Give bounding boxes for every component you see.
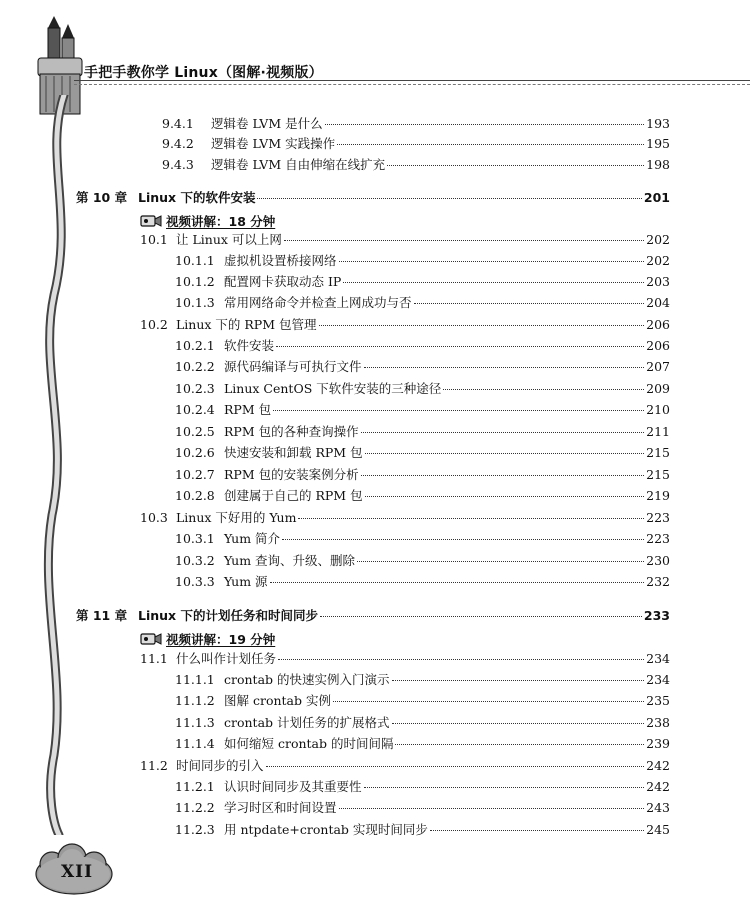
toc-page: 234 (646, 651, 670, 666)
toc-page: 193 (646, 116, 670, 131)
toc-num: 10.2 (140, 317, 168, 332)
toc-title: 逻辑卷 LVM 实践操作 (211, 136, 336, 151)
toc-page: 243 (646, 800, 670, 815)
video-lecture-ch10[interactable] (140, 212, 275, 230)
toc-page: 242 (646, 758, 670, 773)
dot-leader (276, 346, 644, 347)
toc-entry-11-1-2[interactable] (175, 693, 670, 709)
toc-page: 209 (646, 381, 670, 396)
toc-page: 238 (646, 715, 670, 730)
toc-entry-11-1-4[interactable] (175, 736, 670, 752)
toc-title: 创建属于自己的 RPM 包 (224, 488, 363, 503)
toc-chapter-11[interactable] (76, 608, 670, 624)
dot-leader (266, 766, 645, 767)
dot-leader (357, 561, 644, 562)
toc-page: 245 (646, 822, 670, 837)
toc-num: 11.2.2 (175, 800, 215, 815)
toc-entry-10-2-2[interactable] (175, 359, 670, 375)
toc-num: 11.1.4 (175, 736, 215, 751)
dot-leader (365, 453, 645, 454)
toc-page: 239 (646, 736, 670, 751)
toc-entry-9-4-2[interactable] (162, 136, 670, 152)
toc-title: 逻辑卷 LVM 是什么 (211, 116, 323, 131)
toc-num: 9.4.1 (162, 116, 194, 131)
dot-leader (257, 198, 641, 199)
dot-leader (319, 325, 645, 326)
toc-num: 10.1.1 (175, 253, 215, 268)
toc-num: 10.1.3 (175, 295, 215, 310)
toc-num: 11.2 (140, 758, 168, 773)
toc-entry-10-2-1[interactable] (175, 338, 670, 354)
toc-entry-10-2-6[interactable] (175, 445, 670, 461)
toc-page: 215 (646, 445, 670, 460)
chapter-num: 第 10 章 (76, 190, 128, 205)
page-number: XII (60, 862, 94, 882)
toc-num: 10.3 (140, 510, 168, 525)
toc-entry-10-2-8[interactable] (175, 488, 670, 504)
toc-title: 用 ntpdate+crontab 实现时间同步 (224, 822, 428, 837)
toc-title: RPM 包 (224, 402, 272, 417)
toc-title: 软件安装 (224, 338, 275, 353)
toc-page: 223 (646, 510, 670, 525)
dot-leader (339, 261, 645, 262)
dot-leader (414, 303, 645, 304)
toc-entry-10-2-4[interactable] (175, 402, 670, 418)
dot-leader (270, 582, 645, 583)
toc-num: 10.3.1 (175, 531, 215, 546)
toc-title: 学习时区和时间设置 (224, 800, 337, 815)
dot-leader (333, 701, 644, 702)
toc-num: 10.3.2 (175, 553, 215, 568)
toc-num: 11.2.1 (175, 779, 215, 794)
toc-entry-10-1-2[interactable] (175, 274, 670, 290)
dot-leader (298, 518, 644, 519)
toc-entry-10-2-3[interactable] (175, 381, 670, 397)
toc-title: RPM 包的安装案例分析 (224, 467, 359, 482)
dot-leader (364, 367, 645, 368)
toc-entry-10-2-5[interactable] (175, 424, 670, 440)
toc-num: 10.1 (140, 232, 168, 247)
toc-section-10-1[interactable] (140, 232, 670, 248)
toc-num: 10.2.8 (175, 488, 215, 503)
book-title: 手把手教你学 Linux（图解·视频版） (84, 65, 323, 81)
toc-num: 11.1.3 (175, 715, 215, 730)
toc-page: 203 (646, 274, 670, 289)
toc-title: crontab 的快速实例入门演示 (224, 672, 390, 687)
toc-page: 202 (646, 253, 670, 268)
toc-page: 219 (646, 488, 670, 503)
dot-leader (278, 659, 644, 660)
dot-leader (343, 282, 644, 283)
video-lecture-ch11[interactable] (140, 630, 275, 648)
toc-section-10-2[interactable] (140, 317, 670, 333)
toc-num: 9.4.3 (162, 157, 194, 172)
toc-num: 11.1 (140, 651, 168, 666)
toc-entry-11-2-1[interactable] (175, 779, 670, 795)
toc-num: 9.4.2 (162, 136, 194, 151)
toc-entry-9-4-1[interactable] (162, 116, 670, 132)
toc-num: 10.2.6 (175, 445, 215, 460)
video-camera-icon (140, 632, 162, 646)
video-lecture-text: 视频讲解：19 分钟 (166, 632, 276, 647)
toc-entry-11-2-2[interactable] (175, 800, 670, 816)
toc-title: 时间同步的引入 (176, 758, 264, 773)
toc-page: 232 (646, 574, 670, 589)
toc-page: 211 (646, 424, 670, 439)
toc-entry-10-2-7[interactable] (175, 467, 670, 483)
toc-section-11-1[interactable] (140, 651, 670, 667)
chapter-title: Linux 下的计划任务和时间同步 (138, 608, 318, 623)
toc-page: 235 (646, 693, 670, 708)
toc-entry-10-3-2[interactable] (175, 553, 670, 569)
dot-leader (392, 680, 645, 681)
toc-title: crontab 计划任务的扩展格式 (224, 715, 390, 730)
toc-title: Yum 简介 (224, 531, 281, 546)
toc-num: 10.2.2 (175, 359, 215, 374)
toc-page: 210 (646, 402, 670, 417)
toc-title: 图解 crontab 实例 (224, 693, 331, 708)
toc-page: 230 (646, 553, 670, 568)
toc-num: 10.2.3 (175, 381, 215, 396)
dot-leader (339, 808, 645, 809)
dot-leader (364, 787, 645, 788)
dot-leader (430, 830, 644, 831)
toc-num: 10.1.2 (175, 274, 215, 289)
dot-leader (325, 124, 645, 125)
toc-entry-10-3-3[interactable] (175, 574, 670, 590)
chapter-title: Linux 下的软件安装 (138, 190, 256, 205)
toc-title: 什么叫作计划任务 (176, 651, 277, 666)
toc-title: RPM 包的各种查询操作 (224, 424, 359, 439)
chapter-page: 201 (643, 190, 670, 205)
toc-title: Linux CentOS 下软件安装的三种途径 (224, 381, 442, 396)
dot-leader (395, 744, 644, 745)
toc-entry-10-1-3[interactable] (175, 295, 670, 311)
toc-title: 认识时间同步及其重要性 (224, 779, 362, 794)
toc-num: 10.2.4 (175, 402, 215, 417)
dot-leader (361, 432, 645, 433)
dot-leader (361, 475, 645, 476)
toc-title: 源代码编译与可执行文件 (224, 359, 362, 374)
toc-page: 215 (646, 467, 670, 482)
toc-entry-10-1-1[interactable] (175, 253, 670, 269)
chapter-page: 233 (643, 608, 670, 623)
toc-page: 206 (646, 317, 670, 332)
dot-leader (365, 496, 645, 497)
toc-page: 223 (646, 531, 670, 546)
chapter-num: 第 11 章 (76, 608, 128, 623)
toc-section-11-2[interactable] (140, 758, 670, 774)
toc-entry-9-4-3[interactable] (162, 157, 670, 173)
toc-page: 206 (646, 338, 670, 353)
video-camera-icon (140, 214, 162, 228)
dot-leader (320, 616, 642, 617)
dot-leader (282, 539, 644, 540)
dot-leader (284, 240, 644, 241)
toc-num: 10.2.1 (175, 338, 215, 353)
toc-title: 逻辑卷 LVM 自由伸缩在线扩充 (211, 157, 386, 172)
dot-leader (337, 144, 644, 145)
toc-page: 198 (646, 157, 670, 172)
toc-section-10-3[interactable] (140, 510, 670, 526)
toc-title: 如何缩短 crontab 的时间间隔 (224, 736, 394, 751)
toc-page: 204 (646, 295, 670, 310)
toc-num: 10.3.3 (175, 574, 215, 589)
toc-title: 配置网卡获取动态 IP (224, 274, 342, 289)
toc-title: Linux 下的 RPM 包管理 (176, 317, 317, 332)
video-lecture-text: 视频讲解：18 分钟 (166, 214, 276, 229)
toc-title: 虚拟机设置桥接网络 (224, 253, 337, 268)
toc-title: Yum 源 (224, 574, 268, 589)
toc-num: 10.2.7 (175, 467, 215, 482)
toc-title: 常用网络命令并检查上网成功与否 (224, 295, 412, 310)
toc-title: 快速安装和卸载 RPM 包 (224, 445, 363, 460)
toc-entry-11-1-3[interactable] (175, 715, 670, 731)
toc-page: 207 (646, 359, 670, 374)
toc-num: 11.1.1 (175, 672, 215, 687)
toc-num: 10.2.5 (175, 424, 215, 439)
toc-num: 11.2.3 (175, 822, 215, 837)
toc-page: 234 (646, 672, 670, 687)
toc-num: 11.1.2 (175, 693, 215, 708)
toc-title: Yum 查询、升级、删除 (224, 553, 356, 568)
dot-leader (443, 389, 644, 390)
toc-entry-11-1-1[interactable] (175, 672, 670, 688)
dot-leader (273, 410, 644, 411)
dot-leader (392, 723, 645, 724)
dot-leader (387, 165, 644, 166)
toc-title: Linux 下好用的 Yum (176, 510, 297, 525)
toc-chapter-10[interactable] (76, 190, 670, 206)
toc-page: 202 (646, 232, 670, 247)
toc-title: 让 Linux 可以上网 (176, 232, 282, 247)
toc-page: 242 (646, 779, 670, 794)
toc-entry-10-3-1[interactable] (175, 531, 670, 547)
toc-entry-11-2-3[interactable] (175, 822, 670, 838)
toc-page: 195 (646, 136, 670, 151)
